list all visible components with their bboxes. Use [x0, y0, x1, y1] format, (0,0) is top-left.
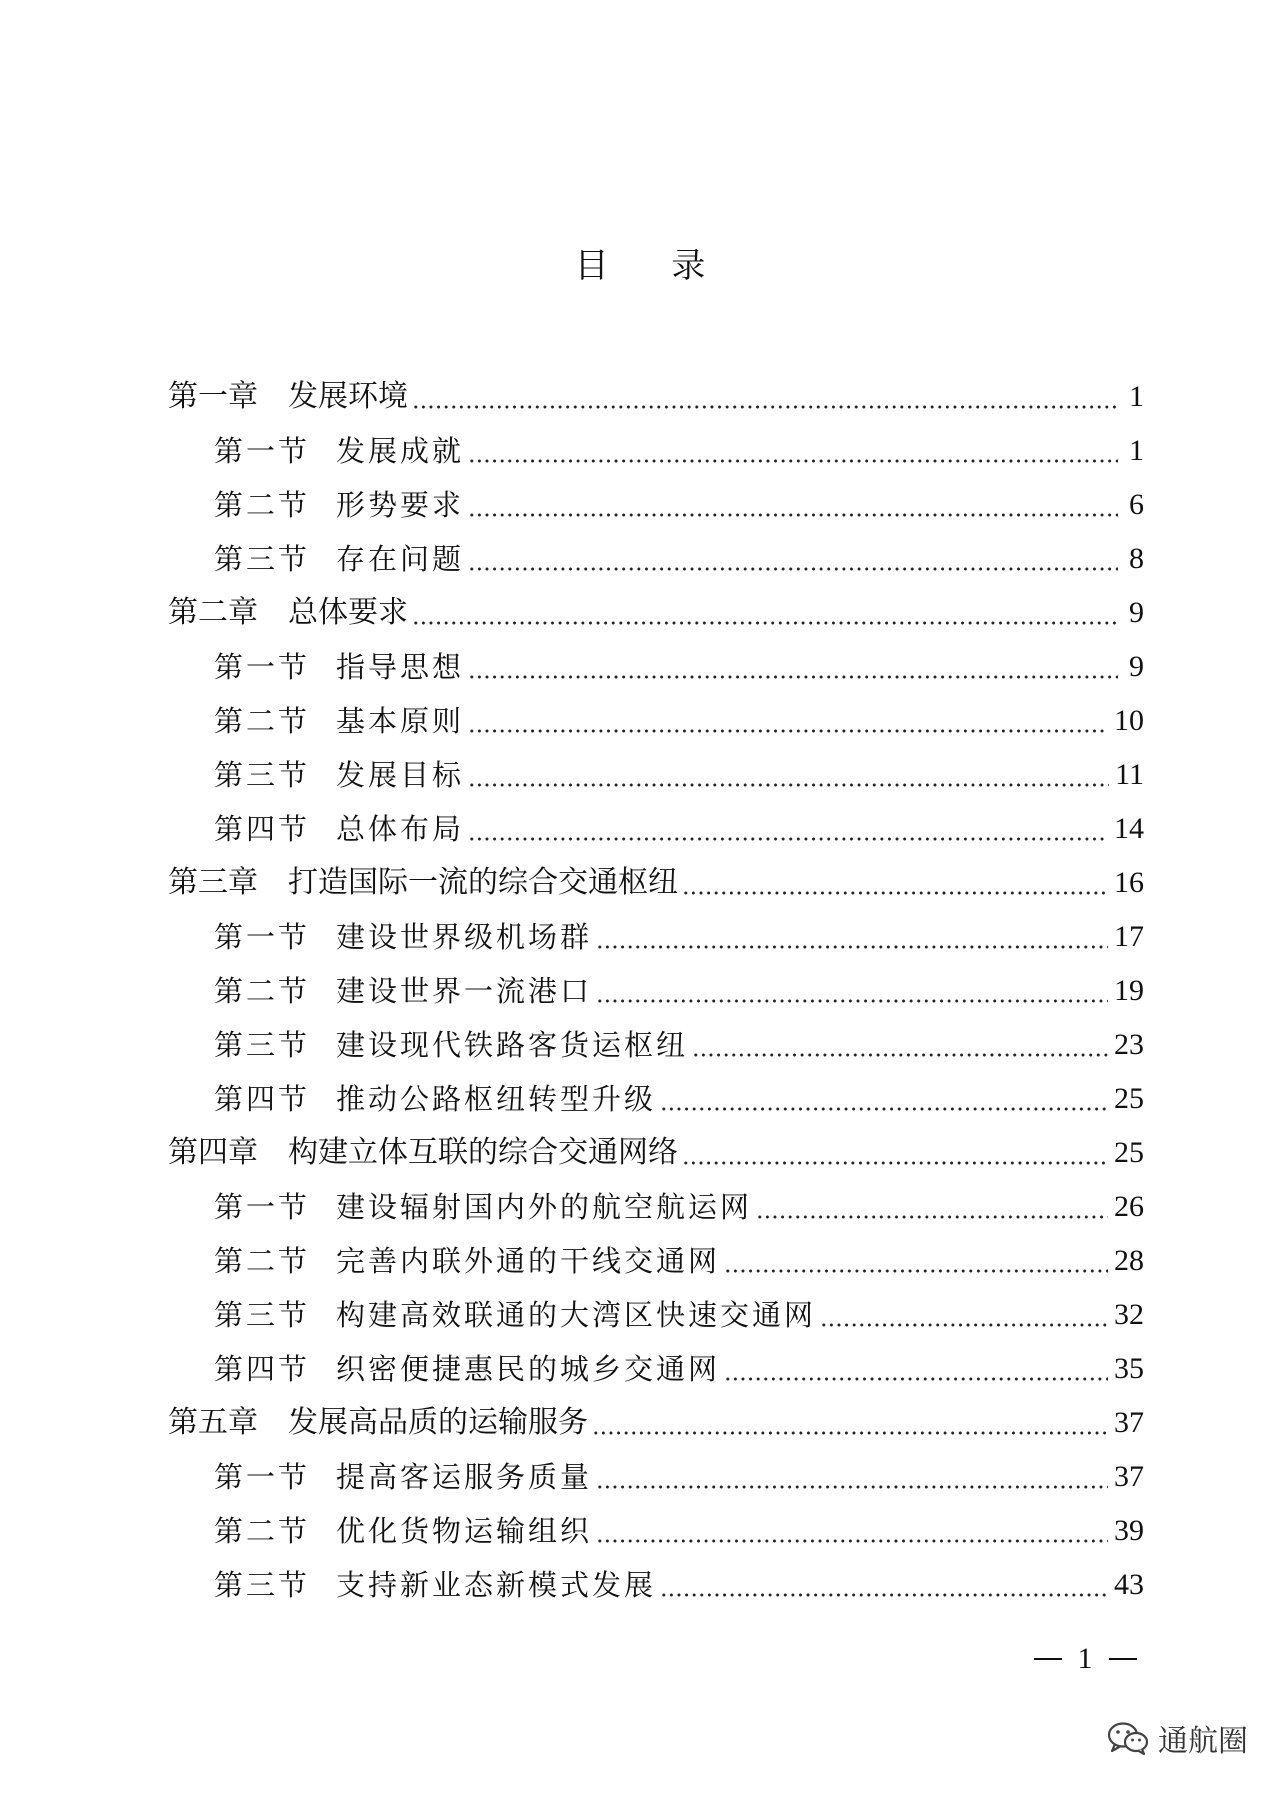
- toc-entry-number: 第一节: [214, 920, 311, 954]
- toc-entry-number: 第三章: [168, 865, 258, 900]
- wechat-icon: [1106, 1720, 1150, 1756]
- toc-entry-page: 1: [1129, 434, 1144, 467]
- toc-entry-number: 第四节: [214, 1082, 311, 1116]
- toc-chapter-row: [168, 1126, 1144, 1180]
- toc-entry-label: [168, 1126, 678, 1180]
- toc-entry-label: [214, 478, 464, 532]
- toc-entry-page: 9: [1129, 596, 1144, 629]
- toc-entry-title: 提高客运服务质量: [336, 1460, 593, 1494]
- toc-entry-number: 第三节: [214, 1568, 311, 1602]
- toc-entry-title: 总体布局: [336, 812, 465, 846]
- toc-entry-label: [168, 1396, 588, 1450]
- toc-entry-title: 建设现代铁路客货运枢纽: [336, 1028, 689, 1062]
- toc-entry-label: [214, 1450, 592, 1504]
- toc-section-row: [168, 1018, 1144, 1072]
- toc-entry-page: 37: [1114, 1460, 1144, 1493]
- toc-entry-title: 建设辐射国内外的航空航运网: [336, 1190, 753, 1224]
- toc-entry-page: 8: [1129, 542, 1144, 575]
- toc-entry-label: [214, 1018, 688, 1072]
- toc-entry-title: 织密便捷惠民的城乡交通网: [336, 1352, 721, 1386]
- toc-section-row: [168, 424, 1144, 478]
- toc-entry-title: 优化货物运输组织: [336, 1514, 593, 1548]
- toc-entry-label: [214, 802, 464, 856]
- toc-entry-title: 构建高效联通的大湾区快速交通网: [336, 1298, 817, 1332]
- toc-entry-number: 第二节: [214, 704, 311, 738]
- toc-entry-title: 基本原则: [336, 704, 465, 738]
- toc-entry-label: [168, 586, 408, 640]
- toc-entry-page: 25: [1114, 1082, 1144, 1115]
- toc-entry-title: 存在问题: [336, 542, 465, 576]
- watermark: [1106, 1716, 1248, 1760]
- toc-entry-page: 9: [1129, 650, 1144, 683]
- toc-section-row: [168, 694, 1144, 748]
- toc-dot-leader: [412, 398, 1118, 410]
- toc-entry-page: 23: [1114, 1028, 1144, 1061]
- toc-dot-leader: [724, 1370, 1108, 1382]
- toc-entry-number: 第二节: [214, 488, 311, 522]
- toc-dot-leader: [660, 1100, 1108, 1112]
- toc-entry-title: 指导思想: [336, 650, 465, 684]
- toc-dot-leader: [468, 560, 1118, 572]
- toc-dot-leader: [682, 1154, 1108, 1166]
- toc-entry-label: [214, 1288, 816, 1342]
- footer-dash-left: [1034, 1658, 1062, 1660]
- toc-entry-title: 发展环境: [288, 379, 408, 414]
- toc-section-row: [168, 748, 1144, 802]
- toc-section-row: [168, 1288, 1144, 1342]
- toc-entry-number: 第一节: [214, 650, 311, 684]
- watermark-text: 通航圈: [1158, 1724, 1248, 1759]
- toc-entry-number: 第一节: [214, 1460, 311, 1494]
- toc-entry-page: 19: [1114, 974, 1144, 1007]
- toc-entry-label: [214, 424, 464, 478]
- toc-entry-number: 第三节: [214, 542, 311, 576]
- toc-entry-label: [214, 1558, 656, 1612]
- toc-entry-page: 26: [1114, 1190, 1144, 1223]
- toc-entry-page: 10: [1114, 704, 1144, 737]
- toc-entry-label: [214, 1234, 720, 1288]
- toc-entry-number: 第一章: [168, 379, 258, 414]
- toc-entry-page: 43: [1114, 1568, 1144, 1601]
- toc-section-row: [168, 1072, 1144, 1126]
- toc-entry-page: 1: [1129, 380, 1144, 413]
- toc-entry-label: [214, 910, 592, 964]
- toc-entry-label: [214, 1342, 720, 1396]
- toc-entry-label: [214, 1504, 592, 1558]
- toc-dot-leader: [468, 776, 1109, 788]
- toc-entry-label: [214, 640, 464, 694]
- toc-entry-title: 建设世界一流港口: [336, 974, 593, 1008]
- toc-dot-leader: [596, 1532, 1108, 1544]
- toc-entry-number: 第四节: [214, 812, 311, 846]
- table-of-contents: [168, 370, 1144, 1612]
- toc-dot-leader: [596, 1478, 1108, 1490]
- toc-chapter-row: [168, 1396, 1144, 1450]
- toc-dot-leader: [468, 452, 1118, 464]
- toc-section-row: [168, 964, 1144, 1018]
- toc-entry-title: 构建立体互联的综合交通网络: [288, 1135, 678, 1170]
- toc-entry-number: 第三节: [214, 758, 311, 792]
- toc-entry-page: 28: [1114, 1244, 1144, 1277]
- toc-entry-number: 第三节: [214, 1028, 311, 1062]
- toc-section-row: [168, 1558, 1144, 1612]
- toc-entry-label: [168, 856, 678, 910]
- toc-dot-leader: [660, 1586, 1108, 1598]
- toc-entry-title: 打造国际一流的综合交通枢纽: [288, 865, 678, 900]
- toc-entry-number: 第四章: [168, 1135, 258, 1170]
- toc-chapter-row: [168, 856, 1144, 910]
- toc-entry-number: 第二节: [214, 974, 311, 1008]
- footer-dash-right: [1109, 1658, 1137, 1660]
- toc-dot-leader: [596, 992, 1108, 1004]
- toc-entry-title: 发展成就: [336, 434, 465, 468]
- toc-dot-leader: [724, 1262, 1108, 1274]
- toc-entry-title: 发展高品质的运输服务: [288, 1405, 588, 1440]
- toc-section-row: [168, 1450, 1144, 1504]
- toc-entry-number: 第二节: [214, 1514, 311, 1548]
- toc-entry-number: 第二章: [168, 595, 258, 630]
- toc-entry-number: 第二节: [214, 1244, 311, 1278]
- toc-section-row: [168, 1504, 1144, 1558]
- toc-section-row: [168, 532, 1144, 586]
- toc-entry-page: 17: [1114, 920, 1144, 953]
- toc-entry-page: 37: [1114, 1406, 1144, 1439]
- toc-entry-number: 第三节: [214, 1298, 311, 1332]
- toc-entry-title: 完善内联外通的干线交通网: [336, 1244, 721, 1278]
- toc-dot-leader: [820, 1316, 1108, 1328]
- toc-section-row: [168, 1180, 1144, 1234]
- toc-entry-label: [214, 532, 464, 586]
- toc-section-row: [168, 1234, 1144, 1288]
- toc-dot-leader: [692, 1046, 1108, 1058]
- toc-section-row: [168, 802, 1144, 856]
- toc-entry-number: 第四节: [214, 1352, 311, 1386]
- toc-entry-page: 11: [1115, 758, 1144, 791]
- toc-dot-leader: [592, 1424, 1108, 1436]
- toc-title: 目 录: [574, 246, 732, 286]
- toc-entry-title: 形势要求: [336, 488, 465, 522]
- toc-entry-number: 第五章: [168, 1405, 258, 1440]
- toc-entry-page: 6: [1129, 488, 1144, 521]
- toc-entry-title: 总体要求: [288, 595, 408, 630]
- toc-entry-label: [168, 370, 408, 424]
- toc-dot-leader: [682, 884, 1108, 896]
- toc-section-row: [168, 1342, 1144, 1396]
- toc-dot-leader: [468, 830, 1108, 842]
- toc-dot-leader: [468, 506, 1118, 518]
- toc-entry-title: 推动公路枢纽转型升级: [336, 1082, 657, 1116]
- toc-entry-page: 14: [1114, 812, 1144, 845]
- page-footer: [1010, 1642, 1160, 1676]
- toc-entry-label: [214, 748, 464, 802]
- toc-entry-title: 支持新业态新模式发展: [336, 1568, 657, 1602]
- toc-entry-title: 建设世界级机场群: [336, 920, 593, 954]
- toc-entry-page: 35: [1114, 1352, 1144, 1385]
- toc-chapter-row: [168, 586, 1144, 640]
- toc-entry-title: 发展目标: [336, 758, 465, 792]
- toc-section-row: [168, 910, 1144, 964]
- toc-entry-label: [214, 694, 464, 748]
- toc-entry-page: 32: [1114, 1298, 1144, 1331]
- toc-entry-page: 39: [1114, 1514, 1144, 1547]
- toc-dot-leader: [468, 668, 1118, 680]
- toc-entry-number: 第一节: [214, 434, 311, 468]
- toc-entry-label: [214, 964, 592, 1018]
- page-number: 1: [1077, 1642, 1093, 1675]
- toc-entry-page: 16: [1114, 866, 1144, 899]
- toc-chapter-row: [168, 370, 1144, 424]
- toc-dot-leader: [596, 938, 1108, 950]
- toc-entry-label: [214, 1072, 656, 1126]
- toc-dot-leader: [412, 614, 1118, 626]
- toc-entry-page: 25: [1114, 1136, 1144, 1169]
- toc-entry-number: 第一节: [214, 1190, 311, 1224]
- toc-section-row: [168, 640, 1144, 694]
- toc-dot-leader: [756, 1208, 1108, 1220]
- toc-dot-leader: [468, 722, 1108, 734]
- toc-entry-label: [214, 1180, 752, 1234]
- toc-section-row: [168, 478, 1144, 532]
